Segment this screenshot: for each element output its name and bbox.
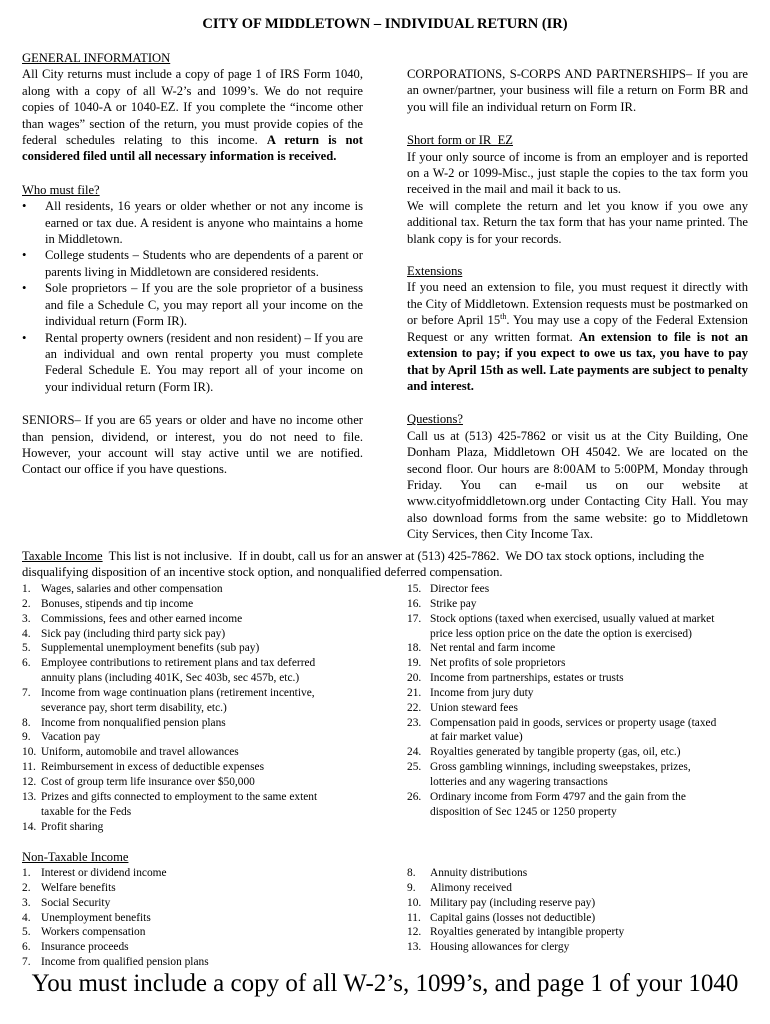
general-information-section (22, 50, 363, 165)
item-text: Capital gains (losses not deductible) (430, 911, 596, 924)
item-text: Workers compensation (41, 926, 146, 939)
corporations-paragraph: CORPORATIONS, S-CORPS AND PARTNERSHIPS– If you are an owner/partner, your business will file a return on Form BR and you will file an individual return on Form IR. (407, 67, 748, 114)
item-text: Vacation pay (41, 731, 101, 744)
item-text: Housing allowances for clergy (430, 941, 570, 954)
item-number: 21. (407, 686, 422, 699)
item-text: Gross gambling winnings, including sweepstakes, prizes, (430, 761, 691, 774)
list-item: • Sole proprietors – If you are the sole proprietor of a business and file a Schedule C, you may report all your income on the individual return (Form IR). (22, 280, 363, 329)
item-number: 18. (407, 642, 422, 655)
list-item (407, 701, 755, 716)
general-information-bold: A return is not considered filed until all necessary information is received. (22, 133, 364, 164)
list-item: • College students – Students who are dependents of a parent or parents living in Middletown are considered residents. (22, 247, 363, 280)
list-item (407, 760, 755, 790)
item-text: Interest or dividend income (41, 867, 167, 879)
list-item (407, 597, 755, 612)
who-must-file-section (22, 182, 363, 395)
item-number: 8. (22, 716, 31, 729)
extensions-superscript: th (500, 312, 507, 322)
item-text: Military pay (including reserve pay) (430, 896, 596, 909)
page-title: CITY OF MIDDLETOWN – INDIVIDUAL RETURN (IR) (202, 16, 568, 32)
extensions-section (407, 263, 748, 394)
item-text-continued: price less option price on the date the option is exercised) (430, 627, 692, 640)
item-number: 5. (22, 642, 31, 655)
general-information-text: All City returns must include a copy of page 1 of IRS Form 1040, along with a copy of all W-2’s and 1099’s. We do not require copies of 1040-A or 1040-EZ. If you complete the “income other than wages” section of the return, you must provide copies of the federal schedules relating to this income. (22, 67, 363, 148)
list-item (22, 745, 382, 760)
list-item (22, 760, 382, 775)
who-must-file-heading: Who must file? (22, 182, 100, 197)
left-column (22, 50, 363, 478)
item-number: 3. (22, 612, 31, 625)
item-text: Bonuses, stipends and tip income (41, 597, 194, 610)
item-text: Cost of group term life insurance over $50,000 (41, 775, 255, 788)
item-number: 10. (22, 746, 37, 759)
list-item (22, 925, 382, 940)
list-item (407, 612, 755, 642)
questions-section (407, 411, 748, 542)
item-text: Net rental and farm income (430, 642, 556, 655)
item-text: Compensation paid in goods, services or property usage (taxed (430, 716, 717, 729)
item-number: 8. (407, 867, 416, 879)
item-text: Strike pay (430, 597, 477, 610)
extensions-bold: An extension to file is not an extension to pay; if you expect to owe us tax, you have to pay that by April 15th as well. Late payments are subject to penalty and interest. (407, 329, 749, 393)
list-item (22, 656, 382, 686)
item-number: 20. (407, 672, 422, 685)
item-text-continued: severance pay, short term disability, etc.) (41, 701, 227, 714)
item-text: Annuity distributions (430, 867, 528, 879)
item-number: 4. (22, 911, 31, 924)
short-form-text-2: We will complete the return and let you know if you owe any additional tax. Return the tax form that has your name printed. The blank copy is for your records. (407, 198, 748, 246)
item-number: 23. (407, 716, 422, 729)
footer-banner: You must include a copy of all W-2’s, 1099’s, and page 1 of your 1040 (31, 970, 739, 997)
item-number: 17. (407, 612, 422, 625)
item-text-continued: lotteries and any wagering transactions (430, 775, 608, 788)
item-text: Welfare benefits (41, 881, 116, 894)
list-item (407, 940, 755, 955)
taxable-income-list-right (407, 582, 755, 820)
taxable-income-intro (22, 548, 750, 580)
item-number: 1. (22, 867, 31, 879)
item-number: 25. (407, 761, 422, 774)
item-number: 22. (407, 701, 422, 714)
item-text: Reimbursement in excess of deductible expenses (41, 761, 265, 774)
list-item (407, 716, 755, 746)
short-form-text-1: If your only source of income is from an employer and is reported on a W-2 or 1099-Misc., just staple the copies to the tax form you received in the mail and mail it back to us. (407, 149, 748, 197)
item-text: Union steward fees (430, 701, 518, 714)
list-item (407, 866, 755, 881)
item-text: Sick pay (including third party sick pay) (41, 627, 226, 640)
item-number: 7. (22, 956, 31, 969)
item-text: Wages, salaries and other compensation (41, 583, 223, 595)
non-taxable-income-list-left (22, 866, 382, 970)
item-number: 14. (22, 820, 37, 833)
item-text: Commissions, fees and other earned income (41, 612, 243, 625)
item-text: Prizes and gifts connected to employment to the same extent (41, 790, 318, 803)
list-item (22, 730, 382, 745)
list-item (407, 686, 755, 701)
list-item (407, 911, 755, 926)
non-taxable-income-list-right (407, 866, 755, 955)
item-text: Profit sharing (41, 820, 104, 833)
item-number: 11. (22, 761, 36, 774)
item-number: 6. (22, 941, 31, 954)
item-number: 12. (407, 926, 422, 939)
item-number: 11. (407, 911, 421, 924)
item-text: Royalties generated by intangible property (430, 926, 625, 939)
item-text-continued: annuity plans (including 401K, Sec 403b, sec 457b, etc.) (41, 672, 300, 685)
list-item (407, 641, 755, 656)
item-number: 10. (407, 896, 422, 909)
item-number: 2. (22, 881, 31, 894)
questions-heading: Questions? (407, 412, 463, 427)
item-text: Director fees (430, 583, 490, 595)
item-text: Alimony received (430, 881, 512, 894)
item-number: 13. (22, 790, 37, 803)
list-item (407, 671, 755, 686)
item-text: Social Security (41, 896, 111, 909)
item-text-continued: taxable for the Feds (41, 805, 132, 818)
questions-text: Call us at (513) 425-7862 or visit us at the City Building, One Donham Plaza, Middletown OH 45042. We are located on the second floor. Our hours are 8:00AM to 5:00PM, Monday through Friday. You can e-mail us on our website at www.cityofmiddletown.org under Contacting City Hall. You may also download forms from the same website: go to Middletown City Services, then City Income Tax. (407, 428, 748, 542)
item-number: 3. (22, 896, 31, 909)
list-item (22, 641, 382, 656)
item-text: Unemployment benefits (41, 911, 151, 924)
extensions-text-b: . You may use a copy of the Federal Extension Request or any written format. (407, 313, 748, 344)
item-text: Stock options (taxed when exercised, usually valued at market (430, 612, 715, 625)
short-form-heading: Short form or IR_EZ (407, 133, 513, 148)
list-item (22, 597, 382, 612)
list-item (22, 716, 382, 731)
list-item (22, 775, 382, 790)
extensions-heading: Extensions (407, 264, 463, 279)
list-item (407, 896, 755, 911)
item-number: 1. (22, 583, 31, 595)
item-number: 19. (407, 657, 422, 670)
list-item (407, 582, 755, 597)
item-number: 16. (407, 597, 422, 610)
item-text: Income from qualified pension plans (41, 956, 209, 969)
item-text-continued: disposition of Sec 1245 or 1250 property (430, 805, 617, 818)
extensions-text: If you need an extension to file, you must request it directly with the City of Middletown. Extension requests must be postmarked on or before April 15 (407, 280, 748, 328)
list-item: • All residents, 16 years or older whether or not any income is earned or tax due. A resident is anyone who maintains a home in Middletown. (22, 198, 363, 247)
item-text-continued: at fair market value) (430, 731, 523, 744)
item-text: Net profits of sole proprietors (430, 657, 566, 670)
item-text: Employee contributions to retirement plans and tax deferred (41, 657, 316, 670)
list-item (22, 820, 382, 835)
list-item (22, 866, 382, 881)
item-number: 2. (22, 597, 31, 610)
list-item (22, 881, 382, 896)
list-item (407, 745, 755, 760)
general-information-heading: GENERAL INFORMATION (22, 51, 171, 65)
who-must-file-list (22, 198, 363, 395)
item-number: 26. (407, 790, 422, 803)
short-form-section (407, 132, 748, 247)
list-item (407, 881, 755, 896)
item-number: 9. (22, 731, 31, 744)
list-item (22, 686, 382, 716)
item-text: Uniform, automobile and travel allowances (41, 746, 239, 759)
list-item: • Rental property owners (resident and non resident) – If you are an individual and own rental property you must complete Federal Schedule E. You may report all of your income on your individual return (Form IR). (22, 330, 363, 396)
item-text: Income from nonqualified pension plans (41, 716, 226, 729)
non-taxable-income-heading: Non-Taxable Income (22, 850, 129, 864)
item-number: 5. (22, 926, 31, 939)
seniors-paragraph: SENIORS– If you are 65 years or older and have no income other than pension, dividend, or interest, you do not need to file. However, your account will stay active until we are notified. Contact our office if you have questions. (22, 413, 363, 477)
item-text: Ordinary income from Form 4797 and the gain from the (430, 790, 686, 803)
list-item (407, 925, 755, 940)
right-column (407, 66, 748, 543)
list-item (22, 612, 382, 627)
list-item (22, 940, 382, 955)
taxable-income-heading: Taxable Income (22, 549, 103, 563)
item-number: 7. (22, 686, 31, 699)
item-number: 6. (22, 657, 31, 670)
list-item (407, 790, 755, 820)
item-text: Income from wage continuation plans (retirement incentive, (41, 686, 315, 699)
item-text: Supplemental unemployment benefits (sub pay) (41, 642, 260, 655)
list-item (407, 656, 755, 671)
item-text: Income from jury duty (430, 686, 534, 699)
list-item (22, 627, 382, 642)
list-item (22, 790, 382, 820)
taxable-income-list-left (22, 582, 382, 834)
item-number: 24. (407, 746, 422, 759)
list-item (22, 896, 382, 911)
item-text: Income from partnerships, estates or trusts (430, 672, 624, 685)
item-text: Royalties generated by tangible property (gas, oil, etc.) (430, 746, 681, 759)
item-text: Insurance proceeds (41, 941, 129, 954)
item-number: 15. (407, 583, 422, 595)
item-number: 12. (22, 775, 37, 788)
list-item (22, 582, 382, 597)
list-item (22, 911, 382, 926)
item-number: 13. (407, 941, 422, 954)
taxable-income-text: This list is not inclusive. If in doubt, call us for an answer at (513) 425-7862. We DO tax stock options, including the disqualifying disposition of an incentive stock option, and nonqualified deferred compensation. (22, 549, 708, 579)
item-number: 4. (22, 627, 31, 640)
item-number: 9. (407, 881, 416, 894)
